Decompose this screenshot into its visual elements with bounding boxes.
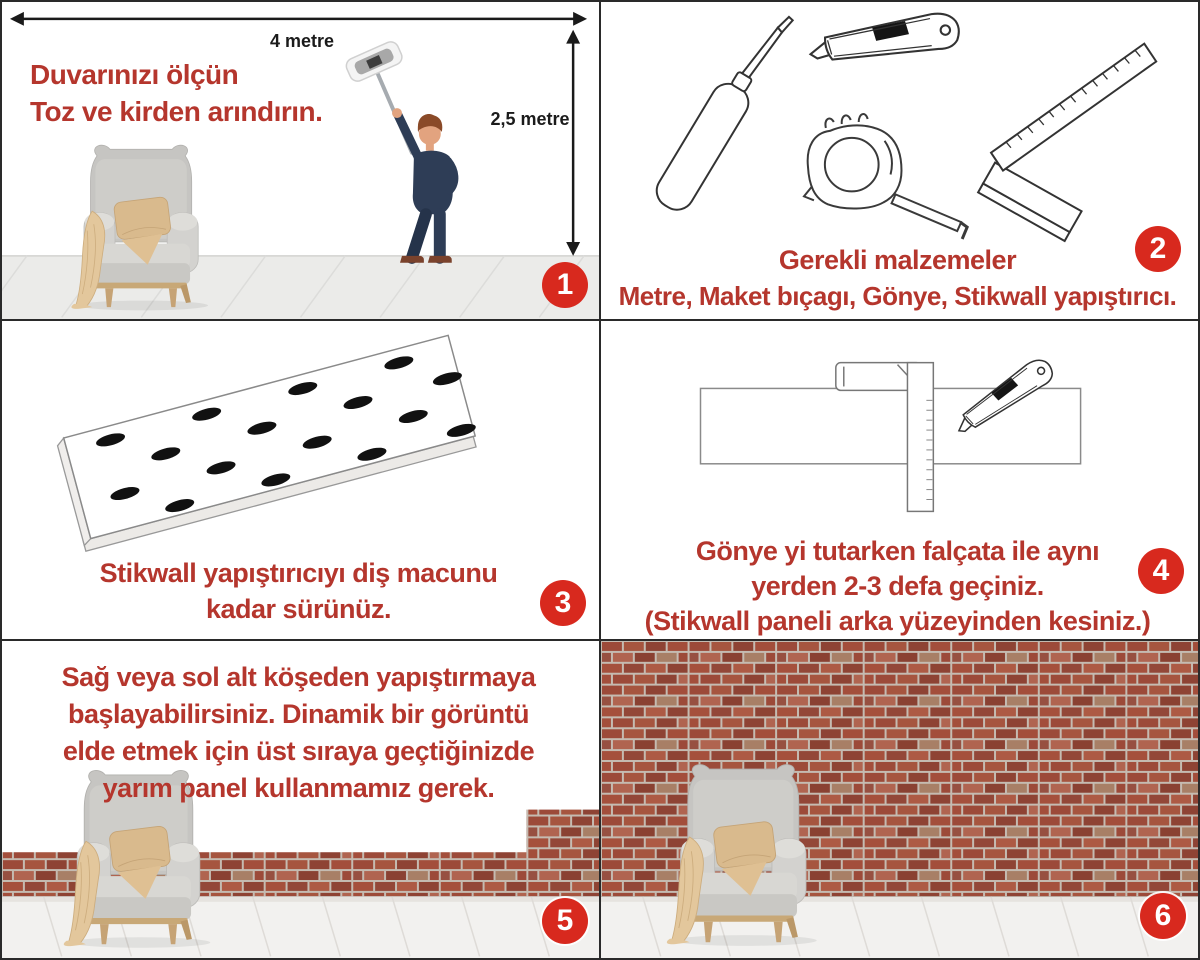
silicone-tube-icon [650, 4, 799, 216]
panel-2-title: Gerekli malzemeler [778, 245, 1017, 275]
panel-5-start-gluing [2, 641, 599, 958]
step-3-badge: 3 [540, 580, 586, 626]
panel-5-caption-line-4: yarım panel kullanmamız gerek. [102, 772, 495, 803]
carpenter-square-icon [978, 44, 1156, 241]
tape-measure-icon [804, 114, 967, 239]
panel-5-caption-line-3: elde etmek için üst sıraya geçtiğinizde [62, 735, 535, 766]
panel-3-apply-adhesive [2, 321, 599, 638]
caption-line: Duvarınızı ölçün [30, 59, 239, 90]
wall-height-label: 2,5 metre [490, 109, 570, 129]
panel-3-caption-line-1: Stikwall yapıştırıcıyı diş macunu [99, 558, 498, 589]
panel-5-caption-line-1: Sağ veya sol alt köşeden yapıştırmaya [61, 661, 536, 692]
step-5-badge: 5 [542, 898, 588, 944]
panel-4-caption-line-3: (Stikwall paneli arka yüzeyinden kesiniz.) [644, 606, 1151, 637]
panel-2-required-materials [601, 2, 1198, 319]
width-arrow-icon [10, 12, 587, 26]
height-arrow-icon [566, 30, 580, 256]
panel-2-caption: Metre, Maket bıçagı, Gönye, Stikwall yapıştırıcı. [618, 281, 1177, 311]
panel-1-caption [30, 56, 322, 130]
step-6-badge: 6 [1140, 893, 1186, 939]
utility-knife-icon [807, 11, 961, 67]
stikwall-panel-icon [701, 389, 1081, 464]
panel-4-cut-panel [601, 321, 1198, 638]
panel-5-caption-line-2: başlayabilirsiniz. Dinamik bir görüntü [67, 698, 530, 729]
panel-1-measure-and-clean [2, 2, 599, 319]
panel-4-caption-line-1: Gönye yi tutarken falçata ile aynı [695, 536, 1100, 567]
step-2-badge: 2 [1135, 226, 1181, 272]
panel-6-illustration [601, 641, 1198, 958]
caption-line: Toz ve kirden arındırın. [30, 96, 323, 127]
wall-width-label: 4 metre [269, 31, 335, 51]
panel-with-adhesive-dots-icon [56, 335, 481, 552]
panel-3-caption-line-2: kadar sürünüz. [205, 594, 392, 625]
mop-icon [344, 39, 405, 83]
step-1-badge: 1 [542, 262, 588, 308]
panel-4-caption-line-2: yerden 2-3 defa geçiniz. [751, 571, 1044, 602]
panel-6-finished-wall [601, 641, 1198, 958]
cleaning-man-icon [344, 39, 455, 262]
step-4-badge: 4 [1138, 548, 1184, 594]
